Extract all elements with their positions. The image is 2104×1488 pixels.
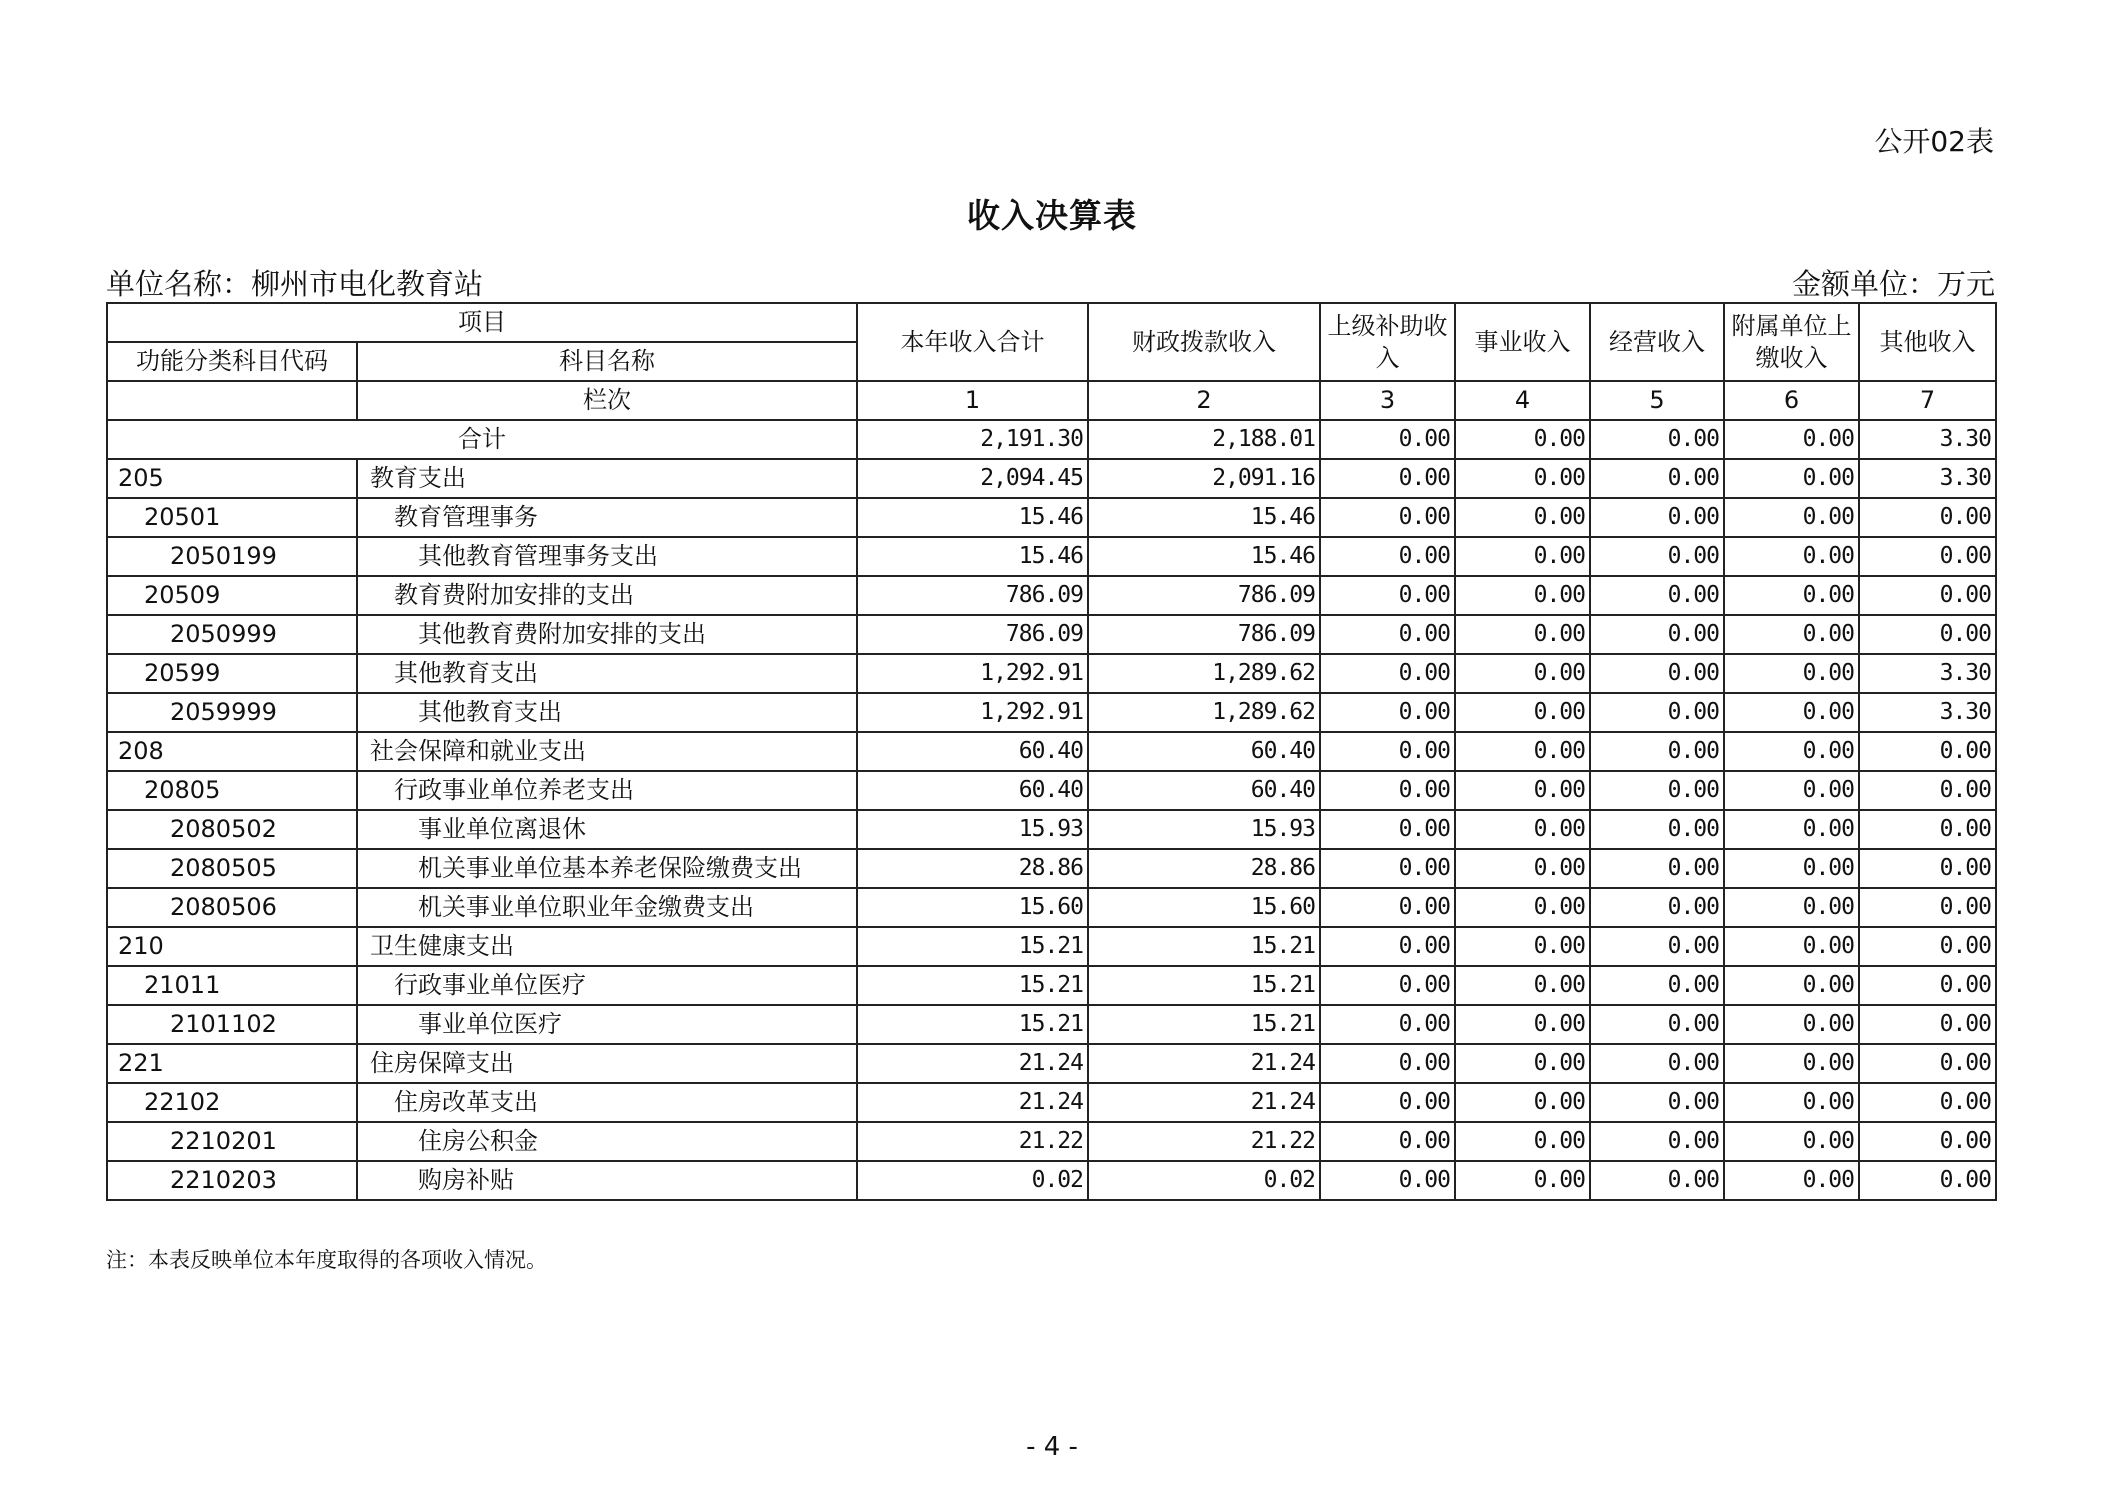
header-col-row-label: 栏次 — [357, 381, 857, 420]
amount-cell: 28.86 — [857, 849, 1088, 888]
total-value: 2,188.01 — [1088, 420, 1320, 459]
amount-cell: 0.00 — [1724, 1161, 1859, 1200]
amount-cell: 15.21 — [1088, 966, 1320, 1005]
amount-cell: 0.00 — [1455, 537, 1590, 576]
amount-cell: 1,289.62 — [1088, 654, 1320, 693]
table-row — [107, 810, 1996, 849]
unit-info-row — [106, 262, 1995, 302]
amount-cell: 0.00 — [1859, 615, 1996, 654]
table-row — [107, 693, 1996, 732]
amount-cell: 0.00 — [1320, 1122, 1455, 1161]
table-row — [107, 732, 1996, 771]
header-col-4: 事业收入 — [1455, 303, 1590, 381]
subject-name: 行政事业单位医疗 — [357, 966, 857, 1005]
subject-code: 22102 — [107, 1083, 357, 1122]
amount-cell: 3.30 — [1859, 693, 1996, 732]
amount-cell: 0.00 — [1724, 771, 1859, 810]
subject-name: 购房补贴 — [357, 1161, 857, 1200]
amount-cell: 0.00 — [1724, 1044, 1859, 1083]
col-number: 2 — [1088, 381, 1320, 420]
amount-cell: 21.24 — [1088, 1044, 1320, 1083]
header-col-3: 上级补助收入 — [1320, 303, 1455, 381]
amount-cell: 0.00 — [1455, 732, 1590, 771]
amount-cell: 60.40 — [1088, 771, 1320, 810]
amount-cell: 21.22 — [857, 1122, 1088, 1161]
total-value: 2,191.30 — [857, 420, 1088, 459]
amount-cell: 0.00 — [1724, 498, 1859, 537]
amount-cell: 0.00 — [1724, 537, 1859, 576]
amount-cell: 0.00 — [1859, 1044, 1996, 1083]
amount-cell: 0.00 — [1320, 576, 1455, 615]
table-row — [107, 927, 1996, 966]
amount-cell: 0.00 — [1859, 849, 1996, 888]
income-table — [106, 302, 1997, 1201]
amount-cell: 15.21 — [857, 927, 1088, 966]
amount-cell: 0.00 — [1455, 576, 1590, 615]
table-row — [107, 888, 1996, 927]
amount-cell: 0.00 — [1590, 849, 1724, 888]
amount-cell: 0.00 — [1859, 1122, 1996, 1161]
col-number: 3 — [1320, 381, 1455, 420]
amount-cell: 0.00 — [1455, 966, 1590, 1005]
amount-cell: 0.00 — [1320, 849, 1455, 888]
amount-cell: 15.60 — [857, 888, 1088, 927]
amount-cell: 21.22 — [1088, 1122, 1320, 1161]
amount-cell: 0.02 — [857, 1161, 1088, 1200]
unit-name: 单位名称：柳州市电化教育站 — [106, 267, 484, 301]
amount-cell: 3.30 — [1859, 654, 1996, 693]
amount-cell: 0.00 — [1590, 810, 1724, 849]
page-number: - 4 - — [1026, 1432, 1078, 1462]
amount-cell: 0.00 — [1455, 1005, 1590, 1044]
amount-cell: 0.00 — [1320, 771, 1455, 810]
amount-cell: 0.00 — [1590, 1083, 1724, 1122]
subject-code: 2210201 — [107, 1122, 357, 1161]
amount-cell: 21.24 — [857, 1044, 1088, 1083]
subject-name: 教育费附加安排的支出 — [357, 576, 857, 615]
amount-cell: 0.00 — [1590, 537, 1724, 576]
header-col-5: 经营收入 — [1590, 303, 1724, 381]
amount-cell: 3.30 — [1859, 459, 1996, 498]
amount-cell: 0.00 — [1859, 771, 1996, 810]
col-number: 5 — [1590, 381, 1724, 420]
total-value: 0.00 — [1724, 420, 1859, 459]
subject-name: 其他教育支出 — [357, 654, 857, 693]
amount-cell: 0.00 — [1455, 849, 1590, 888]
amount-cell: 0.00 — [1590, 615, 1724, 654]
amount-cell: 0.00 — [1724, 888, 1859, 927]
amount-cell: 0.00 — [1590, 927, 1724, 966]
table-body — [107, 420, 1996, 1200]
amount-cell: 0.00 — [1859, 927, 1996, 966]
amount-cell: 60.40 — [1088, 732, 1320, 771]
header-code: 功能分类科目代码 — [107, 342, 357, 381]
amount-cell: 0.00 — [1724, 732, 1859, 771]
total-row — [107, 420, 1996, 459]
subject-code: 208 — [107, 732, 357, 771]
table-row — [107, 1161, 1996, 1200]
subject-code: 205 — [107, 459, 357, 498]
amount-cell: 1,292.91 — [857, 654, 1088, 693]
amount-cell: 0.00 — [1455, 810, 1590, 849]
amount-cell: 0.00 — [1859, 1083, 1996, 1122]
subject-code: 20599 — [107, 654, 357, 693]
subject-name: 行政事业单位养老支出 — [357, 771, 857, 810]
amount-cell: 21.24 — [1088, 1083, 1320, 1122]
subject-code: 2210203 — [107, 1161, 357, 1200]
amount-cell: 0.00 — [1455, 1161, 1590, 1200]
amount-cell: 0.00 — [1859, 888, 1996, 927]
col-number: 6 — [1724, 381, 1859, 420]
subject-code: 2050999 — [107, 615, 357, 654]
amount-cell: 0.00 — [1590, 1122, 1724, 1161]
header-col-7: 其他收入 — [1859, 303, 1996, 381]
subject-name: 其他教育费附加安排的支出 — [357, 615, 857, 654]
table-row — [107, 849, 1996, 888]
amount-cell: 0.00 — [1455, 1044, 1590, 1083]
amount-cell: 0.00 — [1590, 1005, 1724, 1044]
table-row — [107, 576, 1996, 615]
amount-cell: 0.00 — [1724, 1122, 1859, 1161]
amount-cell: 0.00 — [1590, 888, 1724, 927]
amount-cell: 786.09 — [1088, 615, 1320, 654]
table-row — [107, 1122, 1996, 1161]
header-col-1: 本年收入合计 — [857, 303, 1088, 381]
subject-name: 机关事业单位基本养老保险缴费支出 — [357, 849, 857, 888]
amount-cell: 0.00 — [1724, 1083, 1859, 1122]
table-row — [107, 1083, 1996, 1122]
total-label: 合计 — [107, 420, 857, 459]
amount-cell: 0.00 — [1455, 615, 1590, 654]
amount-cell: 0.00 — [1724, 927, 1859, 966]
amount-cell: 2,094.45 — [857, 459, 1088, 498]
amount-cell: 0.00 — [1320, 1005, 1455, 1044]
table-row — [107, 615, 1996, 654]
header-col-2: 财政拨款收入 — [1088, 303, 1320, 381]
subject-code: 2080502 — [107, 810, 357, 849]
subject-code: 21011 — [107, 966, 357, 1005]
amount-cell: 15.46 — [857, 498, 1088, 537]
subject-name: 其他教育支出 — [357, 693, 857, 732]
amount-cell: 0.00 — [1455, 498, 1590, 537]
page-title: 收入决算表 — [967, 196, 1137, 235]
subject-code: 2080505 — [107, 849, 357, 888]
amount-cell: 0.00 — [1455, 654, 1590, 693]
amount-cell: 0.00 — [1320, 654, 1455, 693]
amount-cell: 0.00 — [1590, 732, 1724, 771]
amount-cell: 0.00 — [1455, 771, 1590, 810]
amount-cell: 0.00 — [1859, 498, 1996, 537]
amount-cell: 0.00 — [1590, 576, 1724, 615]
amount-cell: 0.00 — [1859, 732, 1996, 771]
amount-cell: 15.46 — [1088, 498, 1320, 537]
table-header — [107, 303, 1996, 420]
amount-cell: 0.00 — [1724, 849, 1859, 888]
amount-cell: 15.21 — [857, 1005, 1088, 1044]
amount-cell: 15.46 — [857, 537, 1088, 576]
amount-cell: 0.00 — [1859, 966, 1996, 1005]
amount-cell: 15.21 — [857, 966, 1088, 1005]
subject-name: 住房公积金 — [357, 1122, 857, 1161]
subject-name: 其他教育管理事务支出 — [357, 537, 857, 576]
subject-name: 机关事业单位职业年金缴费支出 — [357, 888, 857, 927]
amount-cell: 0.00 — [1724, 459, 1859, 498]
table-note: 注：本表反映单位本年度取得的各项收入情况。 — [106, 1248, 547, 1272]
table-row — [107, 537, 1996, 576]
amount-cell: 0.00 — [1320, 459, 1455, 498]
table-row — [107, 459, 1996, 498]
amount-cell: 0.00 — [1455, 459, 1590, 498]
subject-name: 教育支出 — [357, 459, 857, 498]
subject-code: 20501 — [107, 498, 357, 537]
amount-cell: 786.09 — [857, 576, 1088, 615]
amount-cell: 15.46 — [1088, 537, 1320, 576]
total-value: 0.00 — [1320, 420, 1455, 459]
amount-cell: 0.00 — [1859, 1005, 1996, 1044]
amount-cell: 0.00 — [1724, 654, 1859, 693]
table-row — [107, 1044, 1996, 1083]
amount-cell: 0.00 — [1590, 966, 1724, 1005]
total-value: 3.30 — [1859, 420, 1996, 459]
amount-cell: 0.00 — [1320, 1161, 1455, 1200]
total-value: 0.00 — [1455, 420, 1590, 459]
amount-cell: 1,292.91 — [857, 693, 1088, 732]
amount-cell: 0.00 — [1724, 966, 1859, 1005]
amount-cell: 0.00 — [1320, 693, 1455, 732]
header-item: 项目 — [107, 303, 857, 342]
subject-code: 210 — [107, 927, 357, 966]
subject-name: 事业单位医疗 — [357, 1005, 857, 1044]
amount-cell: 60.40 — [857, 732, 1088, 771]
subject-code: 2050199 — [107, 537, 357, 576]
col-number: 1 — [857, 381, 1088, 420]
amount-cell: 0.00 — [1320, 1044, 1455, 1083]
table-row — [107, 498, 1996, 537]
amount-cell: 0.00 — [1455, 693, 1590, 732]
col-number: 7 — [1859, 381, 1996, 420]
subject-code: 221 — [107, 1044, 357, 1083]
amount-cell: 0.00 — [1590, 693, 1724, 732]
amount-cell: 0.00 — [1320, 810, 1455, 849]
amount-cell: 786.09 — [857, 615, 1088, 654]
amount-cell: 15.93 — [857, 810, 1088, 849]
amount-unit: 金额单位：万元 — [1791, 267, 1995, 301]
amount-cell: 0.00 — [1320, 615, 1455, 654]
amount-cell: 0.00 — [1724, 810, 1859, 849]
header-blank — [107, 381, 357, 420]
table-row — [107, 771, 1996, 810]
subject-code: 2080506 — [107, 888, 357, 927]
subject-code: 2059999 — [107, 693, 357, 732]
table-row — [107, 966, 1996, 1005]
total-value: 0.00 — [1590, 420, 1724, 459]
amount-cell: 21.24 — [857, 1083, 1088, 1122]
subject-name: 事业单位离退休 — [357, 810, 857, 849]
amount-cell: 15.21 — [1088, 1005, 1320, 1044]
amount-cell: 0.00 — [1320, 888, 1455, 927]
amount-cell: 0.00 — [1590, 498, 1724, 537]
subject-name: 住房保障支出 — [357, 1044, 857, 1083]
amount-cell: 0.00 — [1724, 693, 1859, 732]
amount-cell: 0.00 — [1320, 537, 1455, 576]
subject-code: 20805 — [107, 771, 357, 810]
amount-cell: 15.93 — [1088, 810, 1320, 849]
subject-code: 20509 — [107, 576, 357, 615]
header-col-6: 附属单位上缴收入 — [1724, 303, 1859, 381]
amount-cell: 0.00 — [1590, 654, 1724, 693]
header-name: 科目名称 — [357, 342, 857, 381]
amount-cell: 0.02 — [1088, 1161, 1320, 1200]
amount-cell: 0.00 — [1859, 576, 1996, 615]
amount-cell: 15.21 — [1088, 927, 1320, 966]
amount-cell: 786.09 — [1088, 576, 1320, 615]
amount-cell: 15.60 — [1088, 888, 1320, 927]
amount-cell: 0.00 — [1455, 1083, 1590, 1122]
amount-cell: 0.00 — [1320, 966, 1455, 1005]
amount-cell: 0.00 — [1724, 615, 1859, 654]
amount-cell: 0.00 — [1724, 576, 1859, 615]
amount-cell: 0.00 — [1590, 459, 1724, 498]
amount-cell: 0.00 — [1859, 537, 1996, 576]
amount-cell: 0.00 — [1455, 888, 1590, 927]
amount-cell: 0.00 — [1455, 927, 1590, 966]
amount-cell: 0.00 — [1590, 1161, 1724, 1200]
amount-cell: 0.00 — [1859, 1161, 1996, 1200]
subject-name: 住房改革支出 — [357, 1083, 857, 1122]
subject-name: 教育管理事务 — [357, 498, 857, 537]
subject-name: 卫生健康支出 — [357, 927, 857, 966]
amount-cell: 0.00 — [1320, 1083, 1455, 1122]
col-number: 4 — [1455, 381, 1590, 420]
amount-cell: 2,091.16 — [1088, 459, 1320, 498]
amount-cell: 0.00 — [1320, 498, 1455, 537]
table-row — [107, 1005, 1996, 1044]
amount-cell: 60.40 — [857, 771, 1088, 810]
amount-cell: 0.00 — [1455, 1122, 1590, 1161]
amount-cell: 0.00 — [1859, 810, 1996, 849]
subject-name: 社会保障和就业支出 — [357, 732, 857, 771]
amount-cell: 0.00 — [1320, 927, 1455, 966]
amount-cell: 28.86 — [1088, 849, 1320, 888]
amount-cell: 0.00 — [1590, 1044, 1724, 1083]
amount-cell: 0.00 — [1590, 771, 1724, 810]
table-row — [107, 654, 1996, 693]
amount-cell: 0.00 — [1320, 732, 1455, 771]
amount-cell: 0.00 — [1724, 1005, 1859, 1044]
form-number: 公开02表 — [1874, 125, 1994, 158]
subject-code: 2101102 — [107, 1005, 357, 1044]
amount-cell: 1,289.62 — [1088, 693, 1320, 732]
